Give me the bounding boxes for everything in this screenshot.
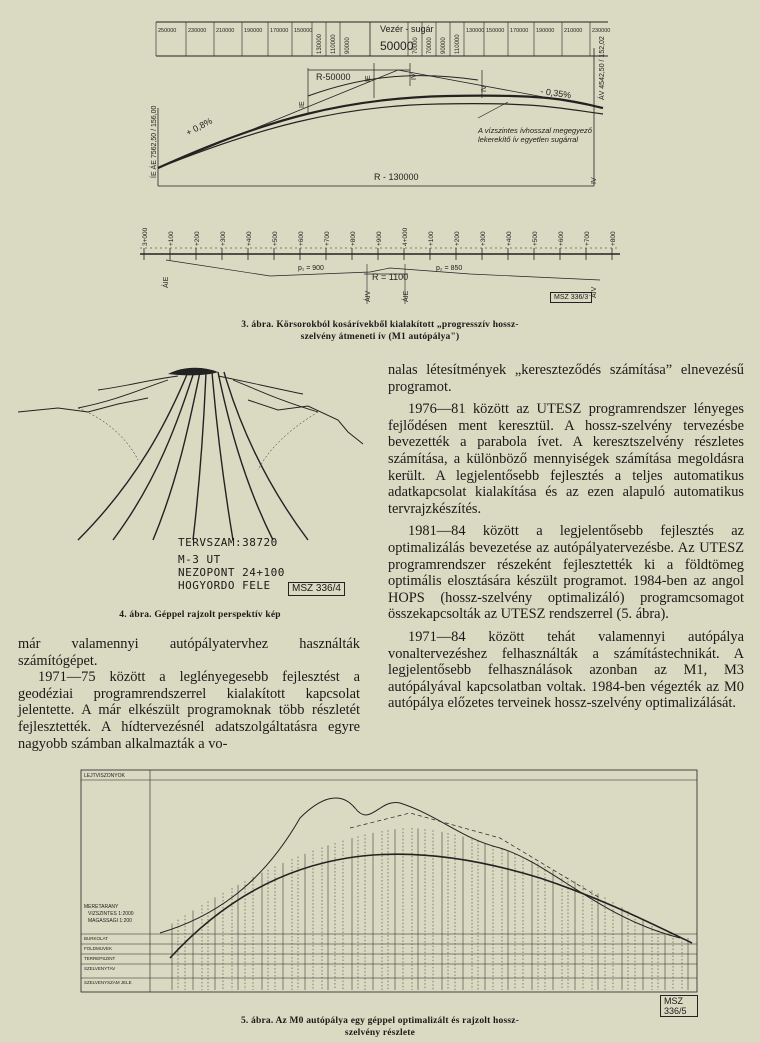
station-label: +800 bbox=[610, 231, 617, 246]
fig5-row-label: BURKOLAT bbox=[84, 936, 108, 941]
left-text-column bbox=[18, 636, 360, 758]
fig3-radius-cell: 230000 bbox=[188, 28, 207, 34]
fig3-end-label: ÁV 4542,50 / 152,02 bbox=[599, 36, 606, 100]
fig5-legend3: MAGASSAGI 1:200 bbox=[88, 918, 132, 924]
station-label: +400 bbox=[246, 231, 253, 246]
figure-3-stationing bbox=[130, 228, 630, 310]
caption-5-line1: 5. ábra. Az M0 autópálya egy géppel optimalizált és rajzolt hossz- bbox=[240, 1016, 520, 1026]
fig3-radius-cell: 130000 bbox=[466, 28, 485, 34]
fig4-line4: HOGYORDO FELE bbox=[178, 579, 271, 592]
fig3b-aie2: ÁIE bbox=[403, 290, 410, 302]
station-label: +800 bbox=[350, 231, 357, 246]
caption-5 bbox=[170, 1015, 590, 1039]
fig3-radius-cell: 70000 bbox=[413, 37, 419, 54]
fig3-r-upper: R-50000 bbox=[316, 72, 351, 82]
station-label: +500 bbox=[272, 231, 279, 246]
fig4-badge: MSZ 336/4 bbox=[288, 582, 345, 596]
fig3-radius-cell: 150000 bbox=[486, 28, 505, 34]
fig4-line3: NEZOPONT 24+100 bbox=[178, 566, 285, 579]
right-paragraph-1: nalas létesítmények „kereszteződés számítása” elnevezésű programot. bbox=[388, 362, 744, 395]
fig3-radius-cell: 210000 bbox=[564, 28, 583, 34]
fig5-row-label: TERREPSZINT bbox=[84, 956, 116, 961]
station-label: +900 bbox=[376, 231, 383, 246]
fig5-row-label: FOLDMUVEK bbox=[84, 946, 113, 951]
station-label: 3+000 bbox=[142, 227, 149, 246]
fig4-line1: TERVSZAM:38720 bbox=[178, 536, 278, 549]
fig3-iv-end: IV bbox=[591, 177, 598, 184]
station-label: +100 bbox=[428, 231, 435, 246]
fig4-line2: M-3 UT bbox=[178, 553, 221, 566]
figure-3-profile bbox=[148, 8, 618, 193]
fig3-note: A vízszintes ívhosszal megegyező lekerekítő ív egyetlen sugárral bbox=[478, 126, 592, 144]
station-label: +600 bbox=[558, 231, 565, 246]
fig5-row-label: SZELVENYSZAM JELE bbox=[84, 980, 132, 985]
fig3-iv-mid: IV bbox=[411, 73, 418, 80]
figure-5-optimized-profile bbox=[80, 768, 698, 1016]
caption-3-line1: 3. ábra. Körsorokból kosárívekből kialakított „progresszív hossz- bbox=[241, 320, 519, 330]
station-label: +400 bbox=[506, 231, 513, 246]
fig3b-aiv: ÁIV bbox=[365, 290, 372, 302]
fig3-radius-cell: 90000 bbox=[441, 37, 447, 54]
caption-4: 4. ábra. Géppel rajzolt perspektív kép bbox=[119, 610, 281, 620]
fig3b-aiv2: ÁIV bbox=[591, 286, 598, 298]
fig3-radius-cell: 110000 bbox=[331, 34, 337, 54]
station-label: +100 bbox=[168, 231, 175, 246]
fig3-radius-cell: 70000 bbox=[427, 37, 433, 54]
station-label: 4+000 bbox=[402, 227, 409, 246]
fig5-legend1: MERETARANY bbox=[84, 904, 119, 910]
caption-3 bbox=[180, 319, 580, 343]
fig3-ie: IE bbox=[299, 101, 306, 108]
left-paragraph-2: 1971—75 között a leglényegesebb fejlesztést a geodéziai programrendszerrel kialakított kapcsolat jelentette. A már elkészült programoknak több részletét fejlesztették. A hídtervezésnél adatszolgáltatásra egyre nagyobb számban alkalmazták a vo- bbox=[18, 669, 360, 752]
perspective-drawing bbox=[18, 360, 368, 540]
station-label: +200 bbox=[194, 231, 201, 246]
station-label: +300 bbox=[220, 231, 227, 246]
fig3-radius-cell: 250000 bbox=[158, 28, 177, 34]
fig3-radius-cell: 190000 bbox=[536, 28, 555, 34]
fig3-radius-cell: 190000 bbox=[244, 28, 263, 34]
station-label: +300 bbox=[480, 231, 487, 246]
fig3-radius-cell: 230000 bbox=[592, 28, 611, 34]
right-text-column bbox=[388, 362, 744, 718]
right-paragraph-3: 1981—84 között a legjelentősebb fejlesztés az optimalizálás bevezetése az autópályatervezésbe. Az UTESZ programrendszer részeként fejlesztették ki a földtömeg optimális elosztására készült programot. 1984-ben az angol HOPS (hossz-szelvény optimalizáló) programcsomagot összekapcsolták az UTESZ rendszerrel (5. ábra). bbox=[388, 523, 744, 623]
fig3-radius-cell: 130000 bbox=[317, 33, 323, 54]
fig3-grade-left: + 0,8% bbox=[184, 115, 214, 138]
fig3-iv: IV bbox=[481, 85, 488, 92]
fig3-grade-right: - 0,35% bbox=[539, 86, 572, 101]
fig3b-p1: p₁ = 900 bbox=[298, 265, 324, 272]
right-paragraph-4: 1971—84 között tehát valamennyi autópálya vonaltervezéshez felhasználták a számítástechnikát. A legjelentősebb felhasználások azonban az M1, M3 autópályával kapcsolatban voltak. 1984-ben végezték az M0 autópálya előzetes terveinek hossz-szelvény optimalizálását. bbox=[388, 628, 744, 712]
fig5-header: LEJTVISZONYOK bbox=[84, 773, 125, 779]
fig3-header-value: 50000 bbox=[380, 39, 414, 53]
station-label: +200 bbox=[454, 231, 461, 246]
fig3-ie-mid: IE bbox=[365, 75, 372, 82]
fig3b-r: R = 1100 bbox=[372, 272, 409, 282]
station-label: +700 bbox=[584, 231, 591, 246]
fig3b-badge: MSZ 336/3 bbox=[550, 292, 592, 303]
caption-3-line2: szelvény átmeneti ív (M1 autópálya") bbox=[300, 332, 460, 342]
right-paragraph-2: 1976—81 között az UTESZ programrendszer lényeges fejlődésen ment keresztül. A hossz-szelvény tervezésbe bevezették a parabola ívet. A keresztszelvény részletes számítása, a különböző mennyiségek számítása megoldásra került. A legjelentősebb fejlesztés a teljes automatikus adatkapcsolat kialakítása és az ezen alapuló automatikus tervrajzkészítés. bbox=[388, 401, 744, 517]
station-label: +500 bbox=[532, 231, 539, 246]
fig3-radius-cell: 150000 bbox=[294, 28, 313, 34]
fig3-radius-cell: 170000 bbox=[510, 28, 529, 34]
fig3-radius-cell: 110000 bbox=[455, 34, 461, 54]
fig5-badge: MSZ 336/5 bbox=[660, 995, 698, 1017]
station-label: +600 bbox=[298, 231, 305, 246]
fig5-legend2: VIZSZINTES 1:2000 bbox=[88, 911, 134, 917]
station-label: +700 bbox=[324, 231, 331, 246]
fig3b-p2: p₂ = 850 bbox=[436, 265, 463, 272]
fig3-radius-cell: 90000 bbox=[345, 37, 351, 54]
fig3-r-lower: R - 130000 bbox=[374, 172, 419, 182]
fig3-header-label: Vezér - sugár bbox=[380, 24, 434, 34]
figure-4-perspective bbox=[18, 360, 368, 630]
fig3-start-label: ÍE ÁE 7562,50 / 156,00 bbox=[151, 105, 158, 178]
fig3-radius-cell: 210000 bbox=[216, 28, 235, 34]
fig5-row-label: SZELVENYTAV bbox=[84, 966, 116, 971]
left-paragraph-1: már valamennyi autópályatervhez használták számítógépet. bbox=[18, 636, 360, 669]
fig3b-aie: ÁIE bbox=[163, 276, 170, 288]
fig3-radius-cell: 170000 bbox=[270, 28, 289, 34]
caption-5-line2: szelvény részlete bbox=[344, 1028, 416, 1038]
